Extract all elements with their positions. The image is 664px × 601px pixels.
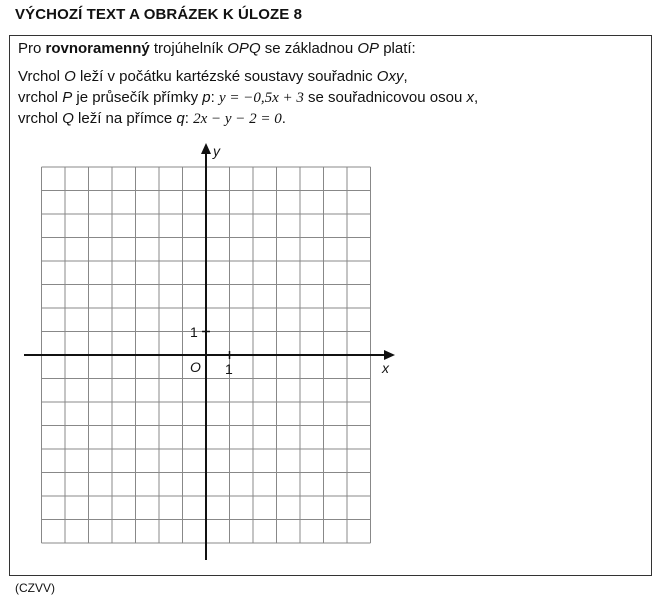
system-name: Oxy — [376, 68, 404, 85]
bold-term: rovnoramenný — [45, 40, 150, 57]
line-q-name: q — [176, 110, 185, 127]
text-segment: platí: — [379, 40, 416, 57]
line-q-equation: 2x − y − 2 = 0 — [193, 111, 282, 127]
vertex-q-name: Q — [62, 110, 74, 127]
line-p-name: p — [202, 89, 211, 106]
text-segment: vrchol — [18, 110, 63, 127]
vertex-p-name: P — [62, 89, 73, 106]
text-segment: leží na přímce — [73, 110, 177, 127]
y-axis-label: y — [213, 143, 220, 159]
source-note: (CZVV) — [15, 581, 55, 595]
triangle-name: OPQ — [227, 40, 261, 57]
y-unit-label: 1 — [190, 324, 198, 340]
text-segment: : — [210, 89, 219, 106]
vertex-o-name: O — [64, 68, 76, 85]
origin-label: O — [190, 359, 201, 375]
text-segment: , — [473, 89, 479, 106]
x-axis-label: x — [382, 360, 389, 376]
y-axis-arrow-icon — [201, 143, 211, 154]
x-unit-label: 1 — [225, 361, 233, 377]
text-segment: . — [281, 110, 286, 127]
text-segment: Pro — [18, 40, 46, 57]
text-segment: , — [403, 68, 408, 85]
text-segment: vrchol — [18, 89, 63, 106]
x-axis-arrow-icon — [384, 350, 395, 360]
text-segment: se souřadnicovou osou — [303, 89, 467, 106]
page-heading: VÝCHOZÍ TEXT A OBRÁZEK K ÚLOZE 8 — [15, 6, 303, 23]
text-segment: Vrchol — [18, 68, 65, 85]
line-p-equation: y = −0,5x + 3 — [218, 90, 304, 106]
axes — [24, 143, 395, 560]
text-segment: : — [184, 110, 194, 127]
text-segment: leží v počátku kartézské soustavy souřadnic — [75, 68, 377, 85]
text-segment: je průsečík přímky — [72, 89, 203, 106]
text-segment: trojúhelník — [149, 40, 228, 57]
axis-name: x — [466, 89, 474, 106]
base-name: OP — [357, 40, 380, 57]
text-segment: se základnou — [260, 40, 358, 57]
